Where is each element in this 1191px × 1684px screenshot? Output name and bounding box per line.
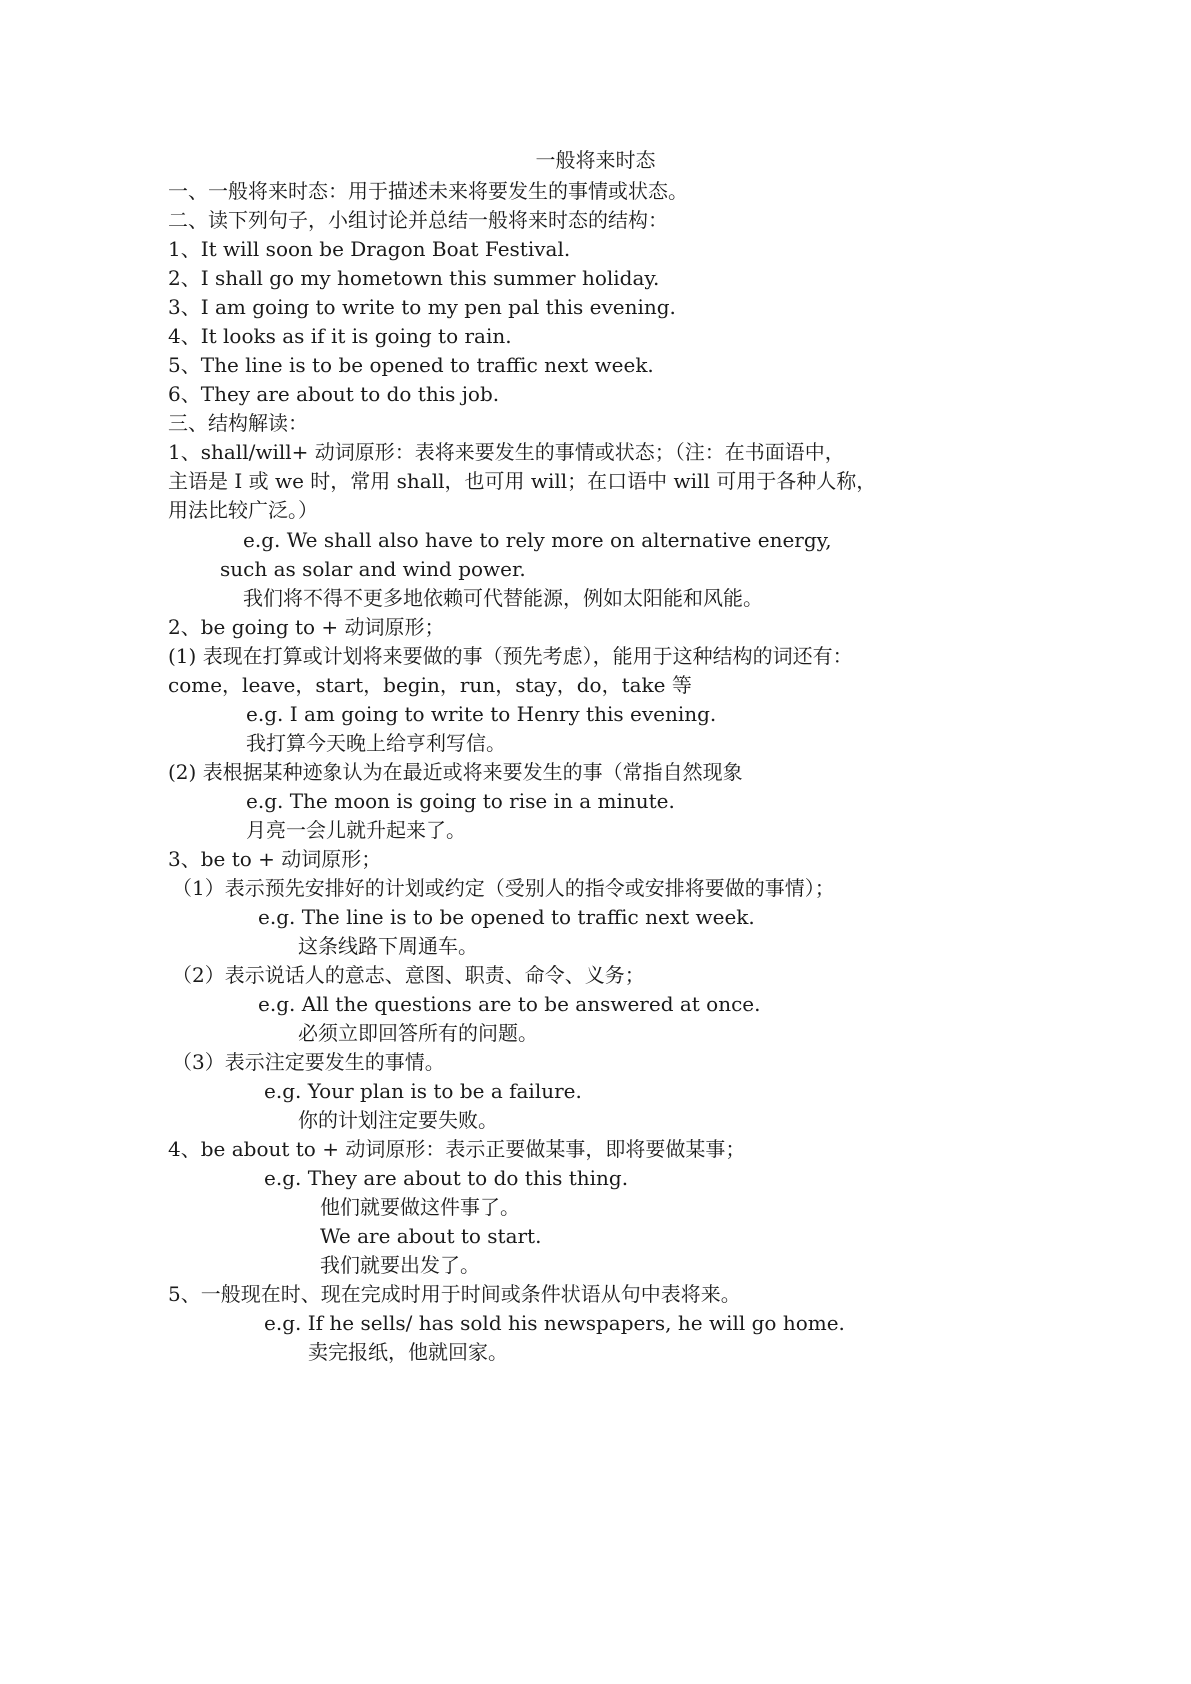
text-line: 5、一般现在时、现在完成时用于时间或条件状语从句中表将来。: [168, 1282, 741, 1306]
text-line: 2、I shall go my hometown this summer holiday.: [168, 266, 660, 290]
text-line: (2) 表根据某种迹象认为在最近或将来要发生的事（常指自然现象: [168, 760, 743, 784]
translation-line: 必须立即回答所有的问题。: [298, 1021, 538, 1045]
example-line: e.g. The line is to be opened to traffic next week.: [258, 905, 755, 929]
text-line: （2）表示说话人的意志、意图、职责、命令、义务；: [172, 963, 645, 987]
text-line: （1）表示预先安排好的计划或约定（受别人的指令或安排将要做的事情）；: [172, 876, 835, 900]
translation-line: 这条线路下周通车。: [298, 934, 478, 958]
text-line: (1) 表现在打算或计划将来要做的事（预先考虑），能用于这种结构的词还有：: [168, 644, 853, 668]
translation-line: 我打算今天晚上给亨利写信。: [246, 731, 506, 755]
example-line: e.g. They are about to do this thing.: [264, 1166, 629, 1190]
text-line: 1、shall/will+ 动词原形：表将来要发生的事情或状态；（注：在书面语中，: [168, 440, 845, 464]
text-line: come，leave，start，begin，run，stay，do，take 等: [168, 673, 692, 697]
page-title: 一般将来时态: [535, 148, 656, 172]
text-line: 1、It will soon be Dragon Boat Festival.: [168, 237, 571, 261]
translation-line: 我们将不得不更多地依赖可代替能源，例如太阳能和风能。: [243, 586, 763, 610]
text-line: 主语是 I 或 we 时，常用 shall，也可用 will；在口语中 will 可用于各种人称，: [168, 469, 877, 493]
text-line: 4、be about to + 动词原形：表示正要做某事，即将要做某事；: [168, 1137, 746, 1161]
example-line: e.g. The moon is going to rise in a minute.: [246, 789, 675, 813]
example-line: e.g. Your plan is to be a failure.: [264, 1079, 582, 1103]
text-line: （3）表示注定要发生的事情。: [172, 1050, 445, 1074]
example-line: We are about to start.: [320, 1224, 542, 1248]
example-line: e.g. I am going to write to Henry this evening.: [246, 702, 717, 726]
text-line: 6、They are about to do this job.: [168, 382, 500, 406]
text-line: 三、结构解读：: [168, 411, 308, 435]
text-line: 一、一般将来时态：用于描述未来将要发生的事情或状态。: [168, 179, 688, 203]
example-line: e.g. We shall also have to rely more on alternative energy,: [243, 528, 832, 552]
text-line: 3、I am going to write to my pen pal this evening.: [168, 295, 676, 319]
translation-line: 我们就要出发了。: [320, 1253, 480, 1277]
text-line: 用法比较广泛。）: [168, 498, 318, 522]
translation-line: 他们就要做这件事了。: [320, 1195, 520, 1219]
text-line: 5、The line is to be opened to traffic next week.: [168, 353, 654, 377]
text-line: 二、读下列句子，小组讨论并总结一般将来时态的结构：: [168, 208, 668, 232]
example-line: e.g. If he sells/ has sold his newspapers, he will go home.: [264, 1311, 845, 1335]
text-line: 3、be to + 动词原形；: [168, 847, 382, 871]
example-line: e.g. All the questions are to be answered at once.: [258, 992, 761, 1016]
example-line: such as solar and wind power.: [220, 557, 526, 581]
translation-line: 月亮一会儿就升起来了。: [246, 818, 466, 842]
translation-line: 卖完报纸，他就回家。: [308, 1340, 508, 1364]
translation-line: 你的计划注定要失败。: [298, 1108, 498, 1132]
text-line: 4、It looks as if it is going to rain.: [168, 324, 512, 348]
text-line: 2、be going to + 动词原形；: [168, 615, 445, 639]
